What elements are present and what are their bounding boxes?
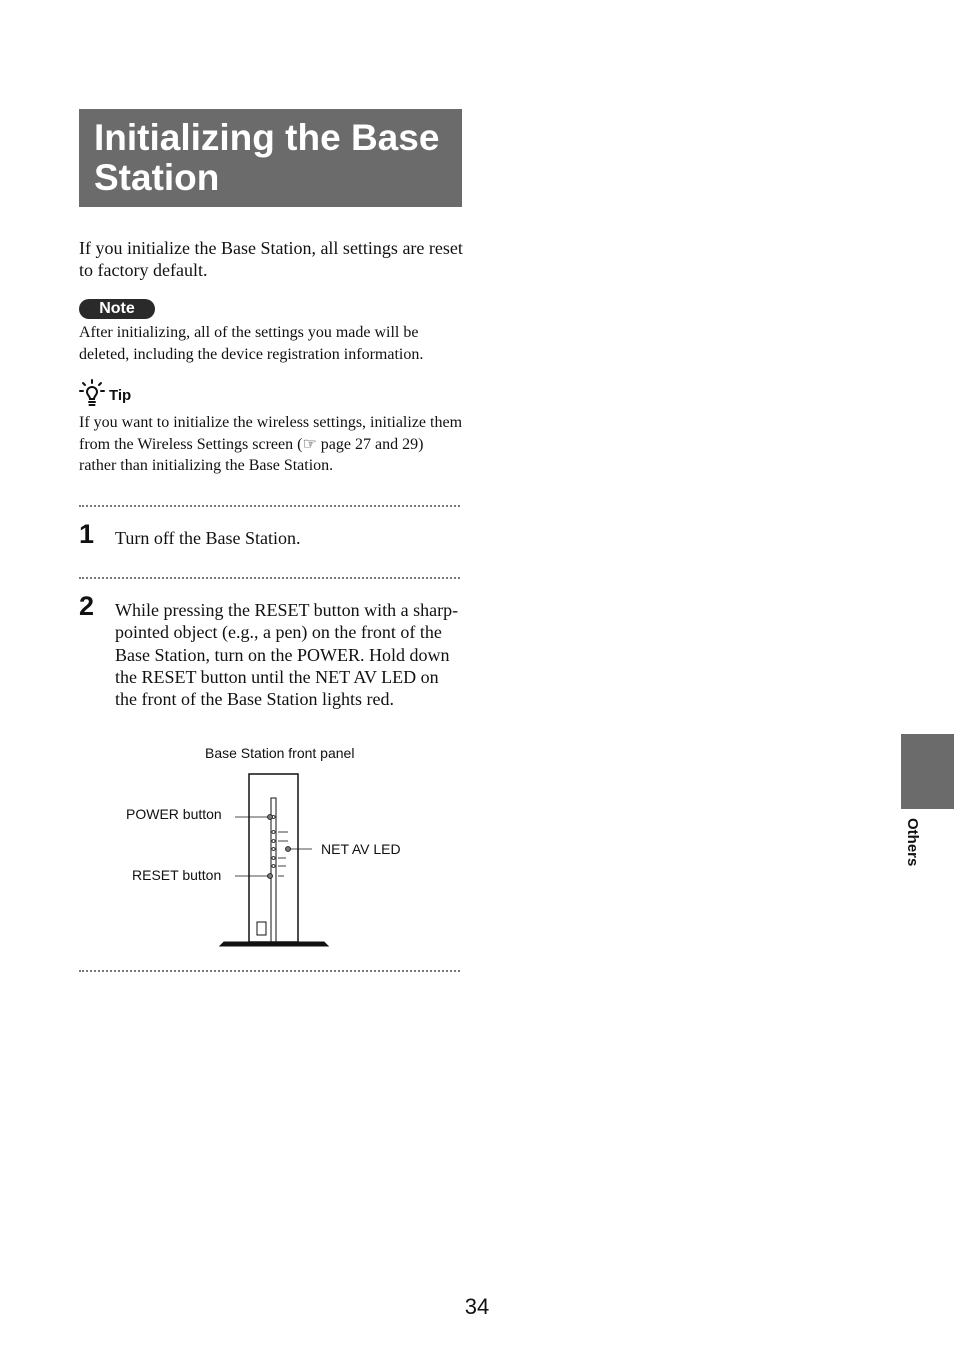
- section-tab-label: Others: [904, 818, 921, 867]
- tip-text-before: If you want to initialize the wireless settings, initialize them from the Wireless Settings screen (: [79, 414, 463, 453]
- step-divider: [79, 577, 460, 579]
- tip-text: [79, 412, 464, 477]
- step-2-text: While pressing the RESET button with a sharp-pointed object (e.g., a pen) on the front of the Base Station, turn on the POWER. Hold down the RESET button until the NET AV LED on the front of the Base Station lights red.: [115, 600, 459, 710]
- note-text: After initializing, all of the settings you made will be deleted, including the device registration information.: [79, 324, 424, 363]
- title-banner: [79, 109, 462, 207]
- page-number: 34: [464, 1294, 490, 1319]
- note-badge: Note: [79, 299, 155, 319]
- lightbulb-icon: [79, 379, 105, 407]
- step-1-text: Turn off the Base Station.: [115, 528, 301, 548]
- section-tab: [901, 734, 954, 809]
- step-1-number: 1: [79, 519, 95, 549]
- page-title: Initializing the Base Station: [94, 117, 440, 198]
- tip-label: Tip: [109, 387, 132, 404]
- section-tab-label-wrap: [897, 818, 942, 878]
- base-station-diagram: [100, 740, 460, 960]
- power-button-label: POWER button: [126, 806, 222, 822]
- intro-text: If you initialize the Base Station, all settings are reset to factory default.: [79, 238, 463, 280]
- step-divider: [79, 505, 460, 507]
- pointing-hand-icon: ☞: [302, 435, 317, 453]
- tip-text-after: page 27 and 29) rather than initializing the Base Station.: [79, 435, 424, 474]
- diagram-caption: Base Station front panel: [205, 745, 355, 761]
- reset-button-label: RESET button: [132, 867, 222, 883]
- base-station-illustration: [220, 774, 328, 946]
- step-2-number: 2: [79, 591, 95, 621]
- section-end-divider: [79, 970, 460, 972]
- net-av-led-label: NET AV LED: [321, 841, 401, 857]
